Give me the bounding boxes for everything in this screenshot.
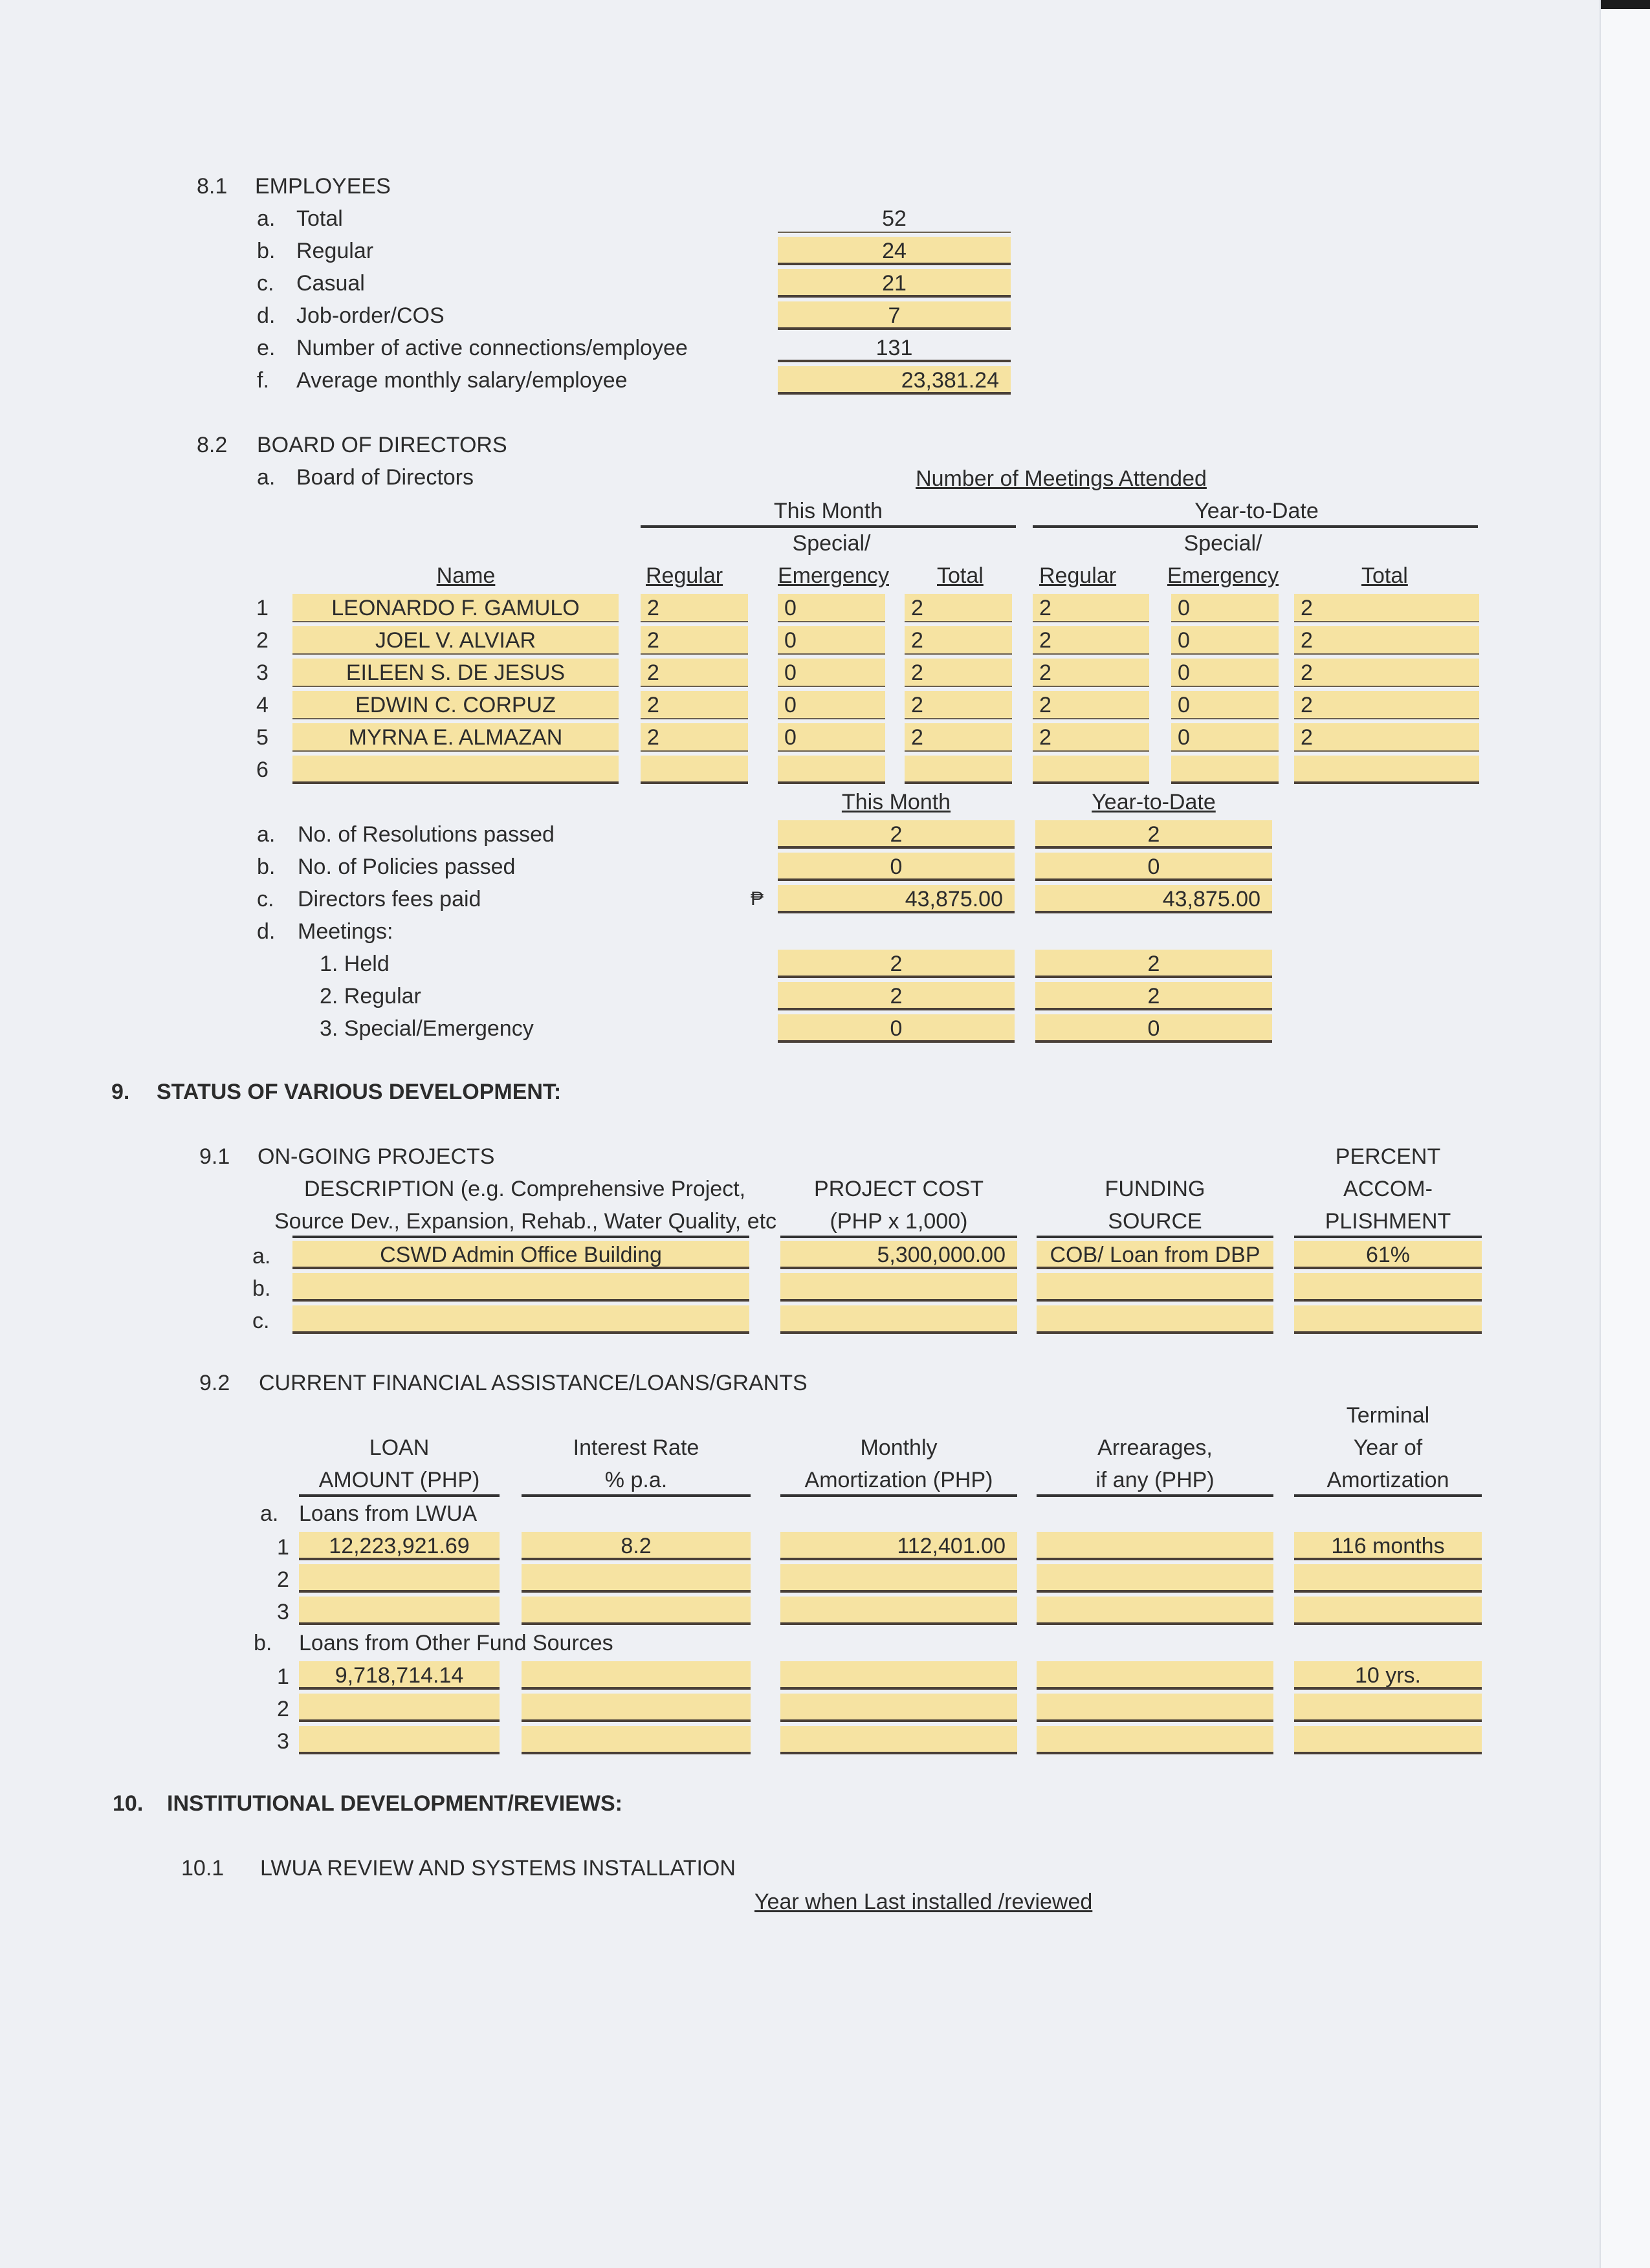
terminal-header-2: Year of [1353,1435,1423,1460]
director-month-special [778,756,885,784]
employee-regular-value: 24 [778,237,1011,265]
cost-header-1: PROJECT COST [814,1177,984,1201]
month-special-header: Special/ [792,531,871,556]
director-name: LEONARDO F. GAMULO [292,594,619,622]
loan-amortization [780,1597,1017,1625]
project-funding: COB/ Loan from DBP [1037,1241,1273,1269]
meetings-regular-ytd: 2 [1035,982,1272,1010]
employee-row-letter: a. [257,206,276,231]
year-last-installed-header: Year when Last installed /reviewed [754,1890,1093,1914]
arrears-rule [1037,1494,1273,1497]
director-month-regular: 2 [641,594,748,622]
director-ytd-total [1294,756,1479,784]
month-total-header: Total [937,563,984,588]
description-header-2: Source Dev., Expansion, Rehab., Water Quality, etc [274,1209,777,1234]
loan-amount [299,1564,500,1593]
summary-letter: c. [257,887,274,911]
director-number: 5 [256,725,269,750]
section-9-2-number: 9.2 [199,1371,230,1395]
employee-row-letter: c. [257,271,274,296]
resolutions-ytd-value: 2 [1035,820,1272,849]
project-description: CSWD Admin Office Building [292,1241,749,1269]
ytd-total-header: Total [1361,563,1408,588]
cost-header-2: (PHP x 1,000) [830,1209,968,1234]
director-month-regular: 2 [641,691,748,719]
rate-rule [522,1494,751,1497]
meetings-attended-header: Number of Meetings Attended [916,466,1207,491]
name-column-header: Name [436,563,496,588]
arrears-header-1: Arrearages, [1097,1435,1213,1460]
loan-terminal: 10 yrs. [1294,1661,1482,1690]
loan-number: 3 [277,1729,289,1754]
director-ytd-regular [1033,756,1149,784]
loan-arrears [1037,1661,1273,1690]
amort-rule [780,1494,1017,1497]
director-ytd-total: 2 [1294,723,1479,752]
director-number: 3 [256,660,269,685]
lwua-letter: a. [260,1501,279,1526]
director-number: 1 [256,596,269,620]
loan-number: 3 [277,1600,289,1624]
director-month-special: 0 [778,659,885,687]
loan-amount [299,1597,500,1625]
meetings-label: Meetings: [298,919,393,944]
loan-number: 2 [277,1697,289,1721]
loan-amount [299,1694,500,1722]
employee-total-value: 52 [778,204,1011,233]
section-9-1-number: 9.1 [199,1144,230,1169]
meetings-item-label: 2. Regular [320,984,421,1009]
employee-row-label: Number of active connections/employee [296,336,688,360]
meetings-item-label: 1. Held [320,952,390,976]
employee-row-label: Regular [296,239,374,263]
terminal-header-1: Terminal [1346,1403,1430,1428]
funding-header-2: SOURCE [1108,1209,1202,1234]
loan-terminal [1294,1694,1482,1722]
project-percent [1294,1273,1482,1302]
director-month-total [905,756,1012,784]
terminal-rule [1294,1494,1482,1497]
section-9-number: 9. [111,1080,130,1104]
project-description [292,1273,749,1302]
terminal-header-3: Amortization [1326,1468,1449,1492]
loan-rate [522,1564,751,1593]
loan-amount: 9,718,714.14 [299,1661,500,1690]
meetings-letter: d. [257,919,276,944]
director-month-total: 2 [905,626,1012,655]
director-ytd-total: 2 [1294,626,1479,655]
director-number: 2 [256,628,269,653]
director-ytd-special: 0 [1171,723,1279,752]
director-ytd-regular: 2 [1033,594,1149,622]
loan-amortization [780,1564,1017,1593]
loan-rate: 8.2 [522,1532,751,1560]
fees-month-value: 43,875.00 [778,885,1015,913]
other-sources-label: Loans from Other Fund Sources [299,1631,613,1655]
loan-terminal [1294,1564,1482,1593]
other-sources-letter: b. [254,1631,272,1655]
employee-row-label: Casual [296,271,365,296]
loan-rate [522,1694,751,1722]
director-month-regular [641,756,748,784]
project-funding [1037,1305,1273,1334]
section-8-2-title: BOARD OF DIRECTORS [257,433,507,457]
cost-rule [780,1236,1017,1238]
director-name [292,756,619,784]
loan-amount: 12,223,921.69 [299,1532,500,1560]
director-name: EILEEN S. DE JESUS [292,659,619,687]
ytd-emergency-header: Emergency [1167,563,1279,588]
employee-row-label: Average monthly salary/employee [296,368,628,393]
loan-terminal [1294,1726,1482,1754]
loan-amortization [780,1661,1017,1690]
section-9-2-title: CURRENT FINANCIAL ASSISTANCE/LOANS/GRANTS [259,1371,808,1395]
project-letter: c. [252,1309,270,1333]
project-percent: 61% [1294,1241,1482,1269]
amort-header-1: Monthly [860,1435,938,1460]
section-10-title: INSTITUTIONAL DEVELOPMENT/REVIEWS: [167,1791,622,1816]
director-month-total: 2 [905,659,1012,687]
section-9-1-title: ON-GOING PROJECTS [258,1144,495,1169]
director-month-total: 2 [905,723,1012,752]
project-description [292,1305,749,1334]
loan-arrears [1037,1564,1273,1593]
project-cost [780,1305,1017,1334]
section-10-1-number: 10.1 [181,1856,225,1881]
director-name: MYRNA E. ALMAZAN [292,723,619,752]
loan-arrears [1037,1726,1273,1754]
director-ytd-special: 0 [1171,659,1279,687]
page-edge [1600,0,1650,2268]
director-name: JOEL V. ALVIAR [292,626,619,655]
director-ytd-special: 0 [1171,594,1279,622]
director-ytd-special: 0 [1171,691,1279,719]
funding-rule [1037,1236,1273,1238]
loan-header-2: AMOUNT (PHP) [318,1468,480,1492]
loan-header-1: LOAN [369,1435,430,1460]
director-month-regular: 2 [641,626,748,655]
summary-label: No. of Resolutions passed [298,822,555,847]
employee-row-letter: f. [257,368,269,393]
section-10-1-title: LWUA REVIEW AND SYSTEMS INSTALLATION [260,1856,736,1881]
amort-header-2: Amortization (PHP) [804,1468,993,1492]
director-month-regular: 2 [641,723,748,752]
director-name: EDWIN C. CORPUZ [292,691,619,719]
percent-header-2: ACCOM- [1343,1177,1433,1201]
summary-label: No. of Policies passed [298,855,516,879]
peso-sign: ₱ [751,888,764,910]
meetings-regular-month: 2 [778,982,1015,1010]
project-cost [780,1273,1017,1302]
section-10-number: 10. [113,1791,144,1816]
loan-arrears [1037,1694,1273,1722]
percent-header-3: PLISHMENT [1325,1209,1451,1234]
rate-header-1: Interest Rate [573,1435,699,1460]
loan-number: 1 [277,1664,289,1689]
month-regular-header: Regular [646,563,723,588]
loan-number: 2 [277,1567,289,1592]
director-number: 6 [256,758,269,782]
this-month-rule [641,525,1016,528]
summary-letter: a. [257,822,276,847]
project-funding [1037,1273,1273,1302]
summary-letter: b. [257,855,276,879]
director-ytd-total: 2 [1294,594,1479,622]
loan-amount [299,1726,500,1754]
fees-ytd-value: 43,875.00 [1035,885,1272,913]
month-emergency-header: Emergency [778,563,889,588]
director-ytd-total: 2 [1294,659,1479,687]
this-month-header: This Month [773,499,883,523]
meetings-item-label: 3. Special/Emergency [320,1016,534,1041]
director-ytd-special: 0 [1171,626,1279,655]
loan-terminal: 116 months [1294,1532,1482,1560]
loan-amortization [780,1694,1017,1722]
director-month-special: 0 [778,723,885,752]
employee-row-letter: b. [257,239,276,263]
board-sub-label: Board of Directors [296,465,474,490]
page-corner [1601,0,1650,9]
description-rule [292,1236,749,1238]
employee-row-label: Total [296,206,343,231]
employee-salary-value: 23,381.24 [778,366,1011,395]
loan-rate [522,1726,751,1754]
loan-rule [299,1494,500,1497]
director-ytd-regular: 2 [1033,659,1149,687]
director-number: 4 [256,693,269,717]
percent-header-1: PERCENT [1335,1144,1441,1169]
description-header-1: DESCRIPTION (e.g. Comprehensive Project, [304,1177,746,1201]
employee-connections-value: 131 [778,334,1011,362]
ytd-special-header: Special/ [1183,531,1262,556]
board-sub-letter: a. [257,465,276,490]
policies-ytd-value: 0 [1035,853,1272,881]
ytd-regular-header: Regular [1039,563,1117,588]
director-month-special: 0 [778,594,885,622]
meetings-special-month: 0 [778,1014,1015,1043]
employee-row-letter: e. [257,336,276,360]
loan-terminal [1294,1597,1482,1625]
director-ytd-total: 2 [1294,691,1479,719]
resolutions-month-value: 2 [778,820,1015,849]
director-ytd-regular: 2 [1033,723,1149,752]
director-ytd-regular: 2 [1033,691,1149,719]
director-month-special: 0 [778,626,885,655]
meetings-special-ytd: 0 [1035,1014,1272,1043]
summary-ytd-header: Year-to-Date [1092,790,1216,814]
loan-rate [522,1597,751,1625]
lwua-label: Loans from LWUA [299,1501,478,1526]
employee-job-order-value: 7 [778,301,1011,330]
loan-amortization: 112,401.00 [780,1532,1017,1560]
section-8-1-title: EMPLOYEES [255,174,391,199]
funding-header-1: FUNDING [1105,1177,1205,1201]
loan-amortization [780,1726,1017,1754]
loan-arrears [1037,1597,1273,1625]
ytd-rule [1033,525,1478,528]
director-month-total: 2 [905,594,1012,622]
arrears-header-2: if any (PHP) [1095,1468,1215,1492]
loan-number: 1 [277,1535,289,1560]
director-month-special: 0 [778,691,885,719]
ytd-header: Year-to-Date [1194,499,1319,523]
percent-rule [1294,1236,1482,1238]
section-8-2-number: 8.2 [197,433,228,457]
employee-row-label: Job-order/COS [296,303,445,328]
employee-casual-value: 21 [778,269,1011,298]
director-month-regular: 2 [641,659,748,687]
project-percent [1294,1305,1482,1334]
employee-row-letter: d. [257,303,276,328]
meetings-held-month: 2 [778,950,1015,978]
loan-arrears [1037,1532,1273,1560]
summary-this-month-header: This Month [841,790,951,814]
project-letter: b. [252,1276,271,1301]
director-ytd-special [1171,756,1279,784]
policies-month-value: 0 [778,853,1015,881]
director-month-total: 2 [905,691,1012,719]
loan-rate [522,1661,751,1690]
project-letter: a. [252,1244,271,1269]
section-8-1-number: 8.1 [197,174,228,199]
rate-header-2: % p.a. [604,1468,668,1492]
project-cost: 5,300,000.00 [780,1241,1017,1269]
director-ytd-regular: 2 [1033,626,1149,655]
meetings-held-ytd: 2 [1035,950,1272,978]
section-9-title: STATUS OF VARIOUS DEVELOPMENT: [157,1080,562,1104]
summary-label: Directors fees paid [298,887,481,911]
